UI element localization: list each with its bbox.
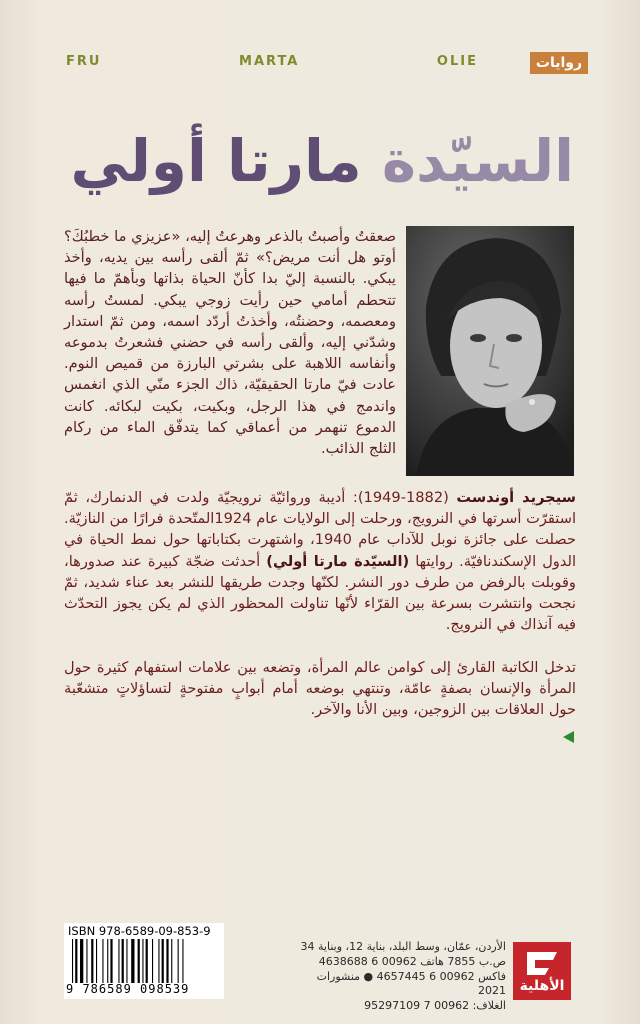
- publisher-logo: [513, 942, 571, 1000]
- barcode-stripe: [182, 939, 183, 983]
- latin-title-word: OLIE: [436, 54, 478, 69]
- author-bio: [64, 487, 576, 635]
- barcode-stripe: [131, 939, 134, 983]
- barcode-stripe: [162, 939, 164, 983]
- barcode-stripe: [86, 939, 87, 983]
- publisher-cover-credit: الغلاف: 00962 7 95297109: [364, 999, 506, 1013]
- book-title-part1: السيّدة: [381, 127, 574, 195]
- isbn-label: ISBN 978-6589-09-853-9: [68, 924, 211, 938]
- novel-title-mention: (السيّدة مارتا أولي): [266, 552, 410, 570]
- barcode-stripe: [126, 939, 127, 983]
- barcode-stripe: [91, 939, 93, 983]
- book-title: [54, 128, 574, 195]
- latin-title: [66, 54, 478, 69]
- book-title-part2: مارتا أولي: [70, 127, 362, 195]
- barcode-stripe: [138, 939, 140, 983]
- latin-title-word: MARTA: [239, 54, 300, 69]
- series-badge: روايات: [530, 52, 588, 74]
- publisher-address: الأردن، عمّان، وسط البلد، بناية 12، وبناية 34: [300, 940, 506, 953]
- barcode-stripe: [102, 939, 103, 983]
- author-bio-text-continued: أحدثت ضجّة كبيرة عند صدورها، وقوبلت بالرفض من طرف دور النشر. لكنّها وجدت طريقها للنشر بعد عناء شديد، ثمّ نجحت وانتشرت بسرعة بين القرّاء لأنّها تناولت المحظور الذي لم يكن يجوز التحدّث فيه آنذاك في النرويج.: [64, 552, 576, 634]
- barcode-stripe: [146, 939, 148, 983]
- barcode-stripe: [107, 939, 108, 983]
- barcode-stripe: [110, 939, 112, 983]
- author-bio-text: أديبة وروائيّة نرويجيّة ولدت في الدنمارك، ثمّ استقرّت أسرتها في النرويج، ورحلت إلى الولايات عام 1924المتّحدة فرارًا من النازيّة. حصلت على جائزة نوبل للآداب عام 1940، واشتهرت بكتاباتها حول نمط الحياة في الدول الإسكندنافيّة. روايتها: [64, 489, 577, 570]
- barcode-stripe: [178, 939, 179, 983]
- arrow-left-icon: [563, 731, 574, 743]
- closing-paragraph: تدخل الكاتبة القارئ إلى كوامن عالم المرأة، وتضعه بين علامات استفهام كثيرة حول المرأة والإنسان بصفةٍ عامّة، وتنتهي بوضعه أمام أبوابٍ مفتوحةٍ لتساؤلاتٍ متشعّبة حول العلاقات بين الزوجين، وبين الأنا والآخر.: [64, 659, 576, 719]
- barcode-stripe: [152, 939, 153, 983]
- barcode-stripe: [142, 939, 143, 983]
- barcode-block: [64, 923, 224, 999]
- barcode-stripe: [72, 939, 73, 983]
- barcode-stripe: [158, 939, 159, 983]
- barcode-stripe: [118, 939, 119, 983]
- author-portrait-image: [406, 226, 574, 476]
- author-years: (1882-1949):: [352, 489, 449, 506]
- author-portrait: [406, 226, 574, 476]
- header-bar: [66, 52, 588, 74]
- barcode-stripe: [171, 939, 172, 983]
- excerpt-paragraph: صعقتُ وأصبتُ بالذعر وهرعتُ إليه، «عزيزي ما خطبُكَ؟ أوتو هل أنت مريض؟» ثمّ ألقى رأسه بين يديه، وأخذ يبكي. بالنسبة إليّ بدا كأنّ الحياة بذاتها وبأهمّ ما فيها تتحطم أمامي حين رأيت زوجي يبكي. لمستُ رأسه ومعصمه، وحضنتُه، وأخذتُ أردّد اسمه، ومن ثمّ استدار وشدّني إليه، وألقى رأسه في حضني فشعرتُ بدموعه وأنفاسه اللاهبة على بشرتي البارزة من قميص النوم. عادت فيّ مارتا الحقيقيّة، ذاك الجزء منّي الذي انغمس واندمج في هذا الرجل، وبكيت، بكيت لبكائه. كانت الدموع تنهمر من أعماقي كما يتدفّق الماء من ركام الثلج الذائب.: [64, 228, 396, 458]
- author-name: سيجريد أوندست: [456, 489, 577, 506]
- publisher-fax-edition: فاكس 00962 6 4657445 ● منشورات 2021: [316, 969, 506, 998]
- publisher-pobox-phone: ص.ب 7855 هاتف 00962 6 4638688: [318, 954, 506, 968]
- barcode-stripe: [122, 939, 124, 983]
- barcode-stripe: [166, 939, 168, 983]
- barcode-stripe: [80, 939, 83, 983]
- latin-title-word: FRU: [66, 54, 102, 69]
- barcode-stripe: [96, 939, 97, 983]
- publisher-logo-text: الأهلية: [519, 978, 565, 994]
- barcode-icon: [72, 939, 218, 983]
- publisher-info: [296, 940, 506, 1014]
- barcode-number: 9 786589 098539: [66, 982, 190, 996]
- barcode-stripe: [75, 939, 77, 983]
